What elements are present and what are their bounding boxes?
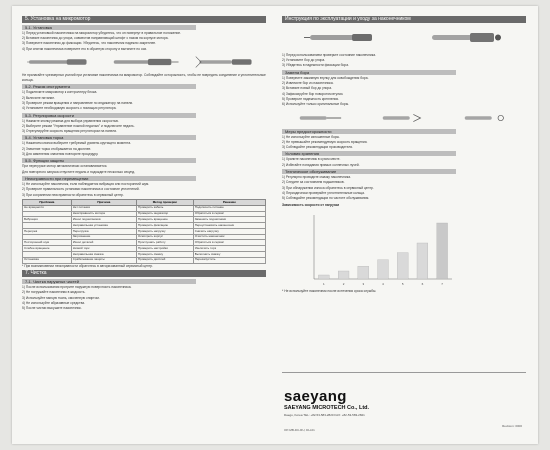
- handpiece-figure-care-2: [406, 25, 526, 51]
- connect-note: Не прилагайте чрезмерных усилий при установке наконечника на микромотор. Соблюдайте осторожность, чтобы не повредить соединение и уплотнительные кольца.: [22, 73, 266, 82]
- table-cell: Перезапустить: [193, 257, 265, 263]
- table-cell: Проверить индикатор: [136, 211, 193, 217]
- lifetime-note: * Не используйте наконечник после истечения срока службы.: [282, 289, 377, 294]
- precaution-3: 3) Соблюдайте рекомендации производителя.: [282, 144, 353, 149]
- speed-chart: [306, 211, 456, 287]
- protection-text: [22, 164, 266, 174]
- chart-bar: [397, 253, 408, 279]
- table-cell: Неправильная смазка: [71, 252, 136, 258]
- table-cell: Вибрация: [23, 217, 72, 223]
- table-note: * При возникновении неисправности обратитесь в авторизованный сервисный центр.: [22, 263, 154, 268]
- table-header: Решение: [193, 200, 265, 206]
- handpiece-figure-1: [22, 53, 101, 71]
- chart-bar: [358, 266, 369, 279]
- chart-bar: [318, 275, 329, 279]
- table-cell: Увеличить торк: [193, 246, 265, 252]
- handpiece-figure-2: [105, 53, 184, 71]
- maintenance-2: 2) Следите за состоянием подшипников.: [282, 180, 345, 185]
- chart-tick-label: 5: [401, 282, 404, 287]
- table-cell: Прослушать работу: [136, 240, 193, 246]
- precaution-2: 2) Не превышайте рекомендуемую скорость вращения.: [282, 139, 368, 144]
- maintenance-5: 5) Соблюдайте рекомендации по частоте обслуживания.: [282, 196, 370, 200]
- table-cell: Проверить нагрузку: [136, 228, 193, 234]
- mode-step-4: 4) Установите необходимую скорость с помощью регулятора.: [22, 105, 117, 110]
- troubleshooting-table: [22, 199, 266, 263]
- handpiece-figure-care-1: [282, 25, 402, 51]
- chart-bar: [338, 271, 349, 279]
- care-step-3: 3) Убедитесь в надежности фиксации бора.: [282, 63, 349, 68]
- handpiece-figures: [22, 53, 266, 71]
- speed-step-3: 3) Отрегулируйте скорость вращения регулятором на панели.: [22, 128, 118, 133]
- left-column: [22, 14, 266, 438]
- brand-logo: saeyang: [284, 388, 347, 405]
- chart-tick-label: 6: [421, 282, 424, 287]
- chart-bar: [437, 223, 448, 279]
- subsection-precautions: Меры предосторожности: [282, 129, 456, 134]
- replace-step-3: 3) Вставьте новый бор до упора.: [282, 86, 332, 91]
- torque-step-2: 2) Значение торка отображается на дисплее.: [22, 146, 92, 151]
- subsection-torque: 5-4. Установка торка: [22, 135, 196, 140]
- table-cell: Загрязнение: [71, 234, 136, 240]
- replace-step-2: 2) Извлеките бор из наконечника.: [282, 81, 334, 86]
- trouble-text: [22, 182, 266, 197]
- table-cell: Переустановить наконечник: [193, 223, 265, 229]
- chart-bar: [378, 260, 389, 279]
- torque-step-1: 1) Нажатием кнопки выберите требуемый уровень крутящего момента.: [22, 141, 132, 146]
- section-title-care: Инструкция по эксплуатации и уходу за наконечником: [282, 16, 526, 23]
- trouble-step-3: 3) При сохранении неисправности обратитесь в сервисный центр.: [22, 192, 124, 197]
- care-step-2: 2) Установите бор до упора.: [282, 58, 326, 63]
- table-cell: Проверить фиксацию: [136, 223, 193, 229]
- cleaning-step-1: 1) После использования протрите наружную поверхность наконечника.: [22, 285, 132, 290]
- table-cell: Неправильная установка: [71, 223, 136, 229]
- table-cell: Перегрузка: [71, 228, 136, 234]
- table-cell: Перегрев: [23, 228, 72, 234]
- table-cell: Остановка: [23, 257, 72, 263]
- table-cell: Проверить настройки: [136, 246, 193, 252]
- chart-tick-label: 3: [362, 282, 365, 287]
- bur-figure-1: [282, 109, 361, 127]
- cleaning-step-3: 3) Используйте мягкую ткань, смоченную спиртом.: [22, 295, 100, 300]
- company-name: SAEYANG MICROTECH Co., Ltd.: [284, 405, 370, 411]
- table-cell: Низкий торк: [71, 246, 136, 252]
- replace-text: [282, 76, 526, 107]
- table-cell: Подключить питание: [193, 205, 265, 211]
- table-cell: Не вращается: [23, 205, 72, 211]
- table-header: Причина: [71, 200, 136, 206]
- storage-1: 1) Храните наконечник в сухом месте.: [282, 157, 341, 162]
- table-cell: Проверить кабель: [136, 205, 193, 211]
- section-title-install: 5. Установка на микромотор: [22, 16, 266, 23]
- revision-label: Revision: 0000: [502, 424, 522, 428]
- table-cell: Выполнить смазку: [193, 252, 265, 258]
- table-body: [23, 205, 266, 263]
- table-cell: Нет питания: [71, 205, 136, 211]
- care-step-1: 1) Перед использованием проверьте состояние наконечника.: [282, 53, 377, 57]
- mode-text: [22, 90, 266, 110]
- replace-figures: [282, 109, 526, 127]
- chart-tick-label: 1: [323, 282, 325, 287]
- replace-step-4: 4) Зафиксируйте бор поворотом втулки.: [282, 91, 344, 96]
- table-cell: Обратиться в сервис: [193, 211, 265, 217]
- handpiece-figure-3: [187, 53, 266, 71]
- replace-step-6: 6) Используйте только оригинальные боры.: [282, 101, 349, 106]
- chart-bar: [417, 243, 428, 279]
- maintenance-1: 1) Регулярно проводите смазку наконечника.: [282, 175, 351, 180]
- table-cell: Проверить вращение: [136, 217, 193, 223]
- chart-tick-label: 4: [382, 282, 384, 287]
- chart-tick-label: 2: [342, 282, 345, 287]
- table-cell: Слабое вращение: [23, 246, 72, 252]
- precautions-text: [282, 135, 526, 150]
- table-cell: Обратиться в сервис: [193, 240, 265, 246]
- torque-text: [22, 141, 266, 156]
- subsection-storage: Условия хранения: [282, 151, 456, 156]
- section-title-cleaning: 7. Чистка: [22, 270, 266, 277]
- table-header: Проблема: [23, 200, 72, 206]
- table-cell: Проверить смазку: [136, 252, 193, 258]
- table-cell: Посторонний шум: [23, 240, 72, 246]
- connect-text: [22, 31, 266, 51]
- precaution-1: 1) Не используйте изношенные боры.: [282, 134, 340, 139]
- connect-step-3: 3) Поверните наконечник до фиксации. Убедитесь, что наконечник надежно закреплен.: [22, 41, 157, 46]
- speed-step-1: 1) Нажмите кнопку режима для выбора управления скоростью.: [22, 118, 119, 123]
- protection-line-2: Для повторного запуска отпустите педаль и подождите несколько секунд.: [22, 169, 136, 174]
- torque-step-3: 3) Для изменения значения повторите процедуру.: [22, 151, 99, 156]
- cleaning-step-2: 2) Не погружайте наконечник в жидкость.: [22, 290, 86, 295]
- document-number: OP-MB-DC-RU, DH-01: [284, 428, 315, 432]
- table-cell: Износ подшипников: [71, 217, 136, 223]
- storage-text: [282, 157, 526, 167]
- table-header: Метод проверки: [136, 200, 193, 206]
- cleaning-step-4: 4) Не используйте абразивные средства.: [22, 300, 86, 305]
- care-figures: [282, 25, 526, 51]
- mode-step-2: 2) Включите питание.: [22, 95, 55, 100]
- subsection-replace: Замена бора: [282, 70, 456, 75]
- subsection-mode: 5-2. Режим инструмента: [22, 84, 196, 89]
- table-cell: Заменить подшипники: [193, 217, 265, 223]
- speed-text: [22, 119, 266, 134]
- care-text: [282, 53, 526, 68]
- storage-2: 2) Избегайте попадания прямых солнечных лучей.: [282, 162, 360, 167]
- speed-step-2: 2) Выберите режим "Управление ножной педалью" и подключите педаль.: [22, 123, 135, 128]
- protection-line-1: При перегрузке мотор автоматически останавливается.: [22, 164, 108, 169]
- cleaning-step-5: 5) После чистки высушите наконечник.: [22, 305, 82, 310]
- connect-step-1: 1) Перед установкой наконечника на микромотор убедитесь, что он повернут в правильное положение.: [22, 31, 182, 35]
- bur-figure-3: [447, 109, 526, 127]
- subsection-trouble: Неисправности при перемещении: [22, 176, 196, 181]
- connect-step-4: 4) При снятии наконечника поверните его в обратную сторону и вытяните по оси.: [22, 46, 148, 51]
- bur-figure-2: [365, 109, 444, 127]
- table-cell: Очистить наконечник: [193, 234, 265, 240]
- maintenance-3: 3) При обнаружении износа обратитесь в сервисный центр.: [282, 185, 374, 190]
- subsection-speed: 5-3. Регулировка скорости: [22, 113, 196, 118]
- trouble-step-1: 1) Не используйте наконечник, если наблюдается вибрация или посторонний шум.: [22, 182, 150, 187]
- trouble-step-2: 2) Проверьте правильность установки наконечника и состояние уплотнений.: [22, 187, 140, 192]
- table-cell: Неисправность мотора: [71, 211, 136, 217]
- subsection-maintenance: Техническое обслуживание: [282, 169, 456, 174]
- table-cell: Проверить дисплей: [136, 257, 193, 263]
- chart-caption: Зависимость скорости от нагрузки: [282, 202, 340, 207]
- subsection-protection: 5-5. Функции защиты: [22, 158, 196, 163]
- table-cell: Осмотреть корпус: [136, 234, 193, 240]
- company-address: Daegu, Korea TEL: +82-53-583-2820 FAX: +82-53-583-2821: [284, 413, 365, 417]
- subsection-connect: 5-1. Установка: [22, 25, 196, 30]
- replace-step-5: 5) Проверьте надежность крепления.: [282, 96, 339, 101]
- maintenance-text: [282, 175, 526, 200]
- table-cell: Снизить нагрузку: [193, 228, 265, 234]
- table-cell: Срабатывание защиты: [71, 257, 136, 263]
- table-row: [23, 257, 266, 263]
- manual-page: [12, 6, 538, 444]
- replace-step-1: 1) Поверните зажимную втулку для освобождения бора.: [282, 75, 369, 80]
- maintenance-4: 4) Периодически проверяйте уплотнительные кольца.: [282, 190, 365, 195]
- table-cell: Износ деталей: [71, 240, 136, 246]
- subsection-cleaning: 7-1. Чистка наружных частей: [22, 279, 196, 284]
- mode-step-1: 1) Подключите микромотор к контроллеру блока.: [22, 90, 98, 95]
- footer-divider: [282, 372, 526, 373]
- mode-step-3: 3) Проверьте режим вращения и направление по индикатору на панели.: [22, 100, 134, 105]
- right-column: [282, 14, 526, 438]
- connect-step-2: 2) Вставьте наконечник до упора, совместив направляющий штифт с пазом на корпусе мотора.: [22, 36, 169, 41]
- cleaning-text: [22, 285, 266, 310]
- speed-chart-svg: [306, 211, 456, 287]
- chart-tick-label: 7: [441, 282, 443, 287]
